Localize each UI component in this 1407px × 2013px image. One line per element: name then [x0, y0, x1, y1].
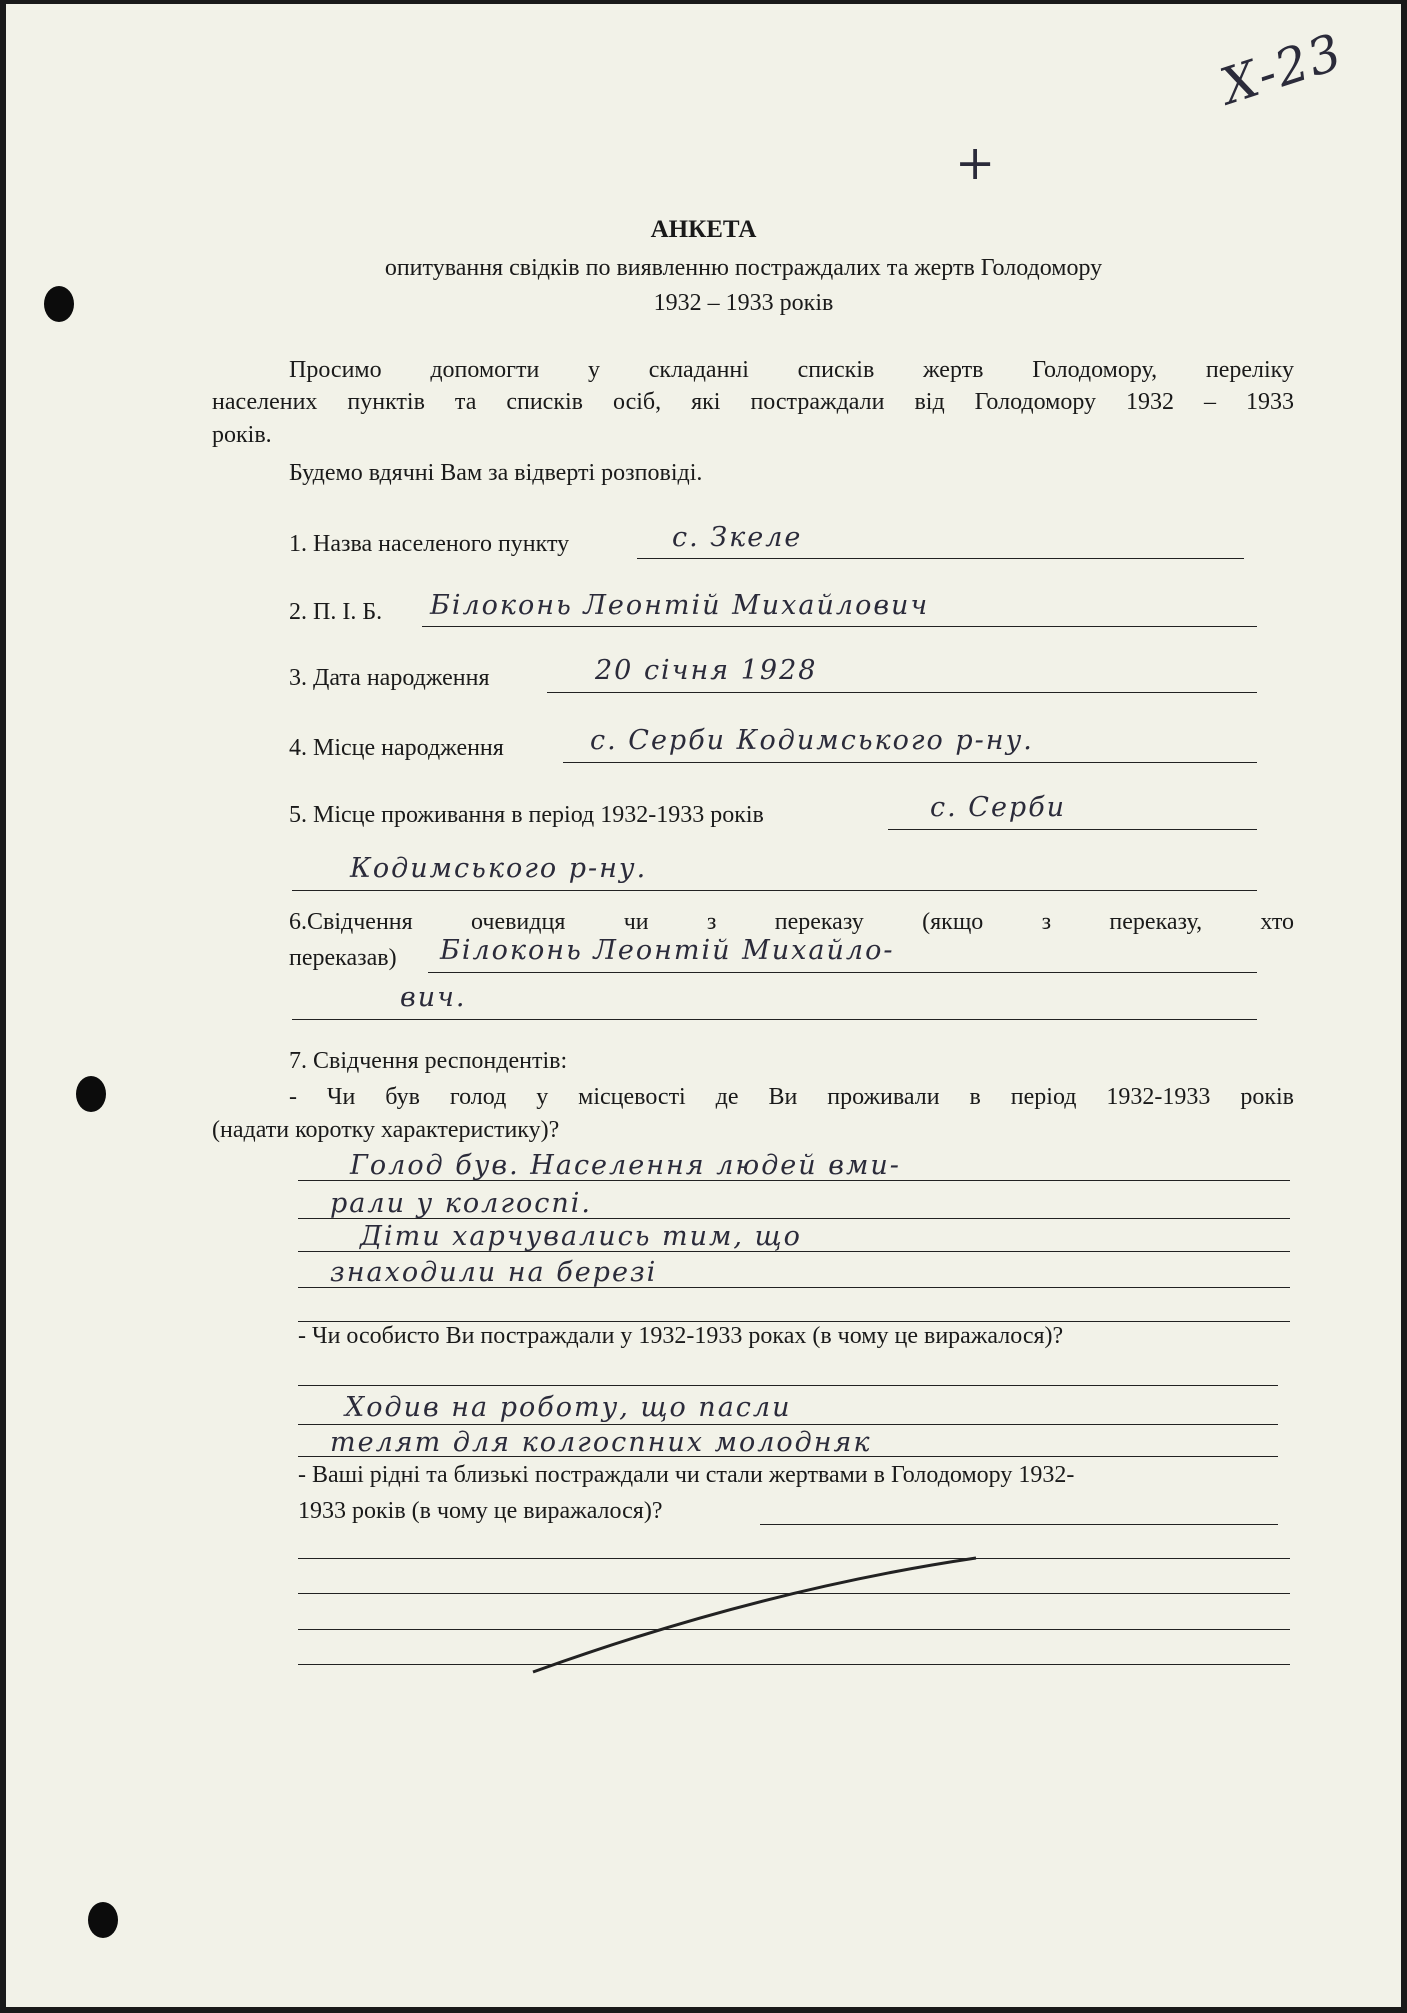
testimony-source-value: вич.	[400, 982, 467, 1013]
field-label-testimony: 6.Свідчення очевидця чи з переказу (якщо з переказу, хто	[289, 909, 1294, 935]
birthdate-value: 20 січня 1928	[595, 655, 818, 686]
field-label-testimony: переказав)	[289, 945, 397, 971]
answer-famine: знаходили на березі	[330, 1257, 658, 1288]
thanks-text: Будемо вдячні Вам за відверті розповіді.	[289, 460, 703, 486]
field-label-birthplace: 4. Місце народження	[289, 735, 504, 761]
intro-text: населених пунктів та списків осіб, які постраждали від Голодомору 1932 – 1933	[212, 389, 1294, 415]
answer-famine: рали у колгоспі.	[330, 1188, 592, 1219]
question-relatives: - Ваші рідні та близькі постраждали чи стали жертвами в Голодомору 1932-	[298, 1462, 1075, 1488]
question-personal: - Чи особисто Ви постраждали у 1932-1933 роках (в чому це виражалося)?	[298, 1323, 1064, 1349]
document-subtitle-years: 1932 – 1933 років	[653, 290, 834, 316]
question-famine: - Чи був голод у місцевості де Ви проживали в період 1932-1933 років	[289, 1084, 1294, 1110]
field-label-birthdate: 3. Дата народження	[289, 665, 490, 691]
intro-text: років.	[212, 422, 272, 448]
testimony-source-value: Білоконь Леонтій Михайло-	[440, 935, 895, 966]
field-label-residence: 5. Місце проживання в період 1932-1933 років	[289, 802, 764, 828]
field-label-settlement: 1. Назва населеного пункту	[289, 531, 570, 557]
document-subtitle: опитування свідків по виявленню постраждалих та жертв Голодомору	[384, 255, 1103, 281]
settlement-value: с. Зкеле	[672, 522, 803, 553]
residence-value: Кодимського р-ну.	[350, 853, 648, 884]
name-value: Білоконь Леонтій Михайлович	[430, 590, 930, 621]
answer-personal: телят для колгоспних молодняк	[330, 1427, 872, 1458]
residence-value: с. Серби	[930, 792, 1067, 823]
answer-famine: Діти харчувались тим, що	[360, 1221, 802, 1252]
answer-personal: Ходив на роботу, що пасли	[345, 1392, 792, 1423]
document-title: АНКЕТА	[650, 216, 757, 243]
cross-mark: +	[955, 135, 998, 191]
section-heading: 7. Свідчення респондентів:	[289, 1048, 568, 1074]
archive-number-mark: Х-23	[1214, 22, 1351, 116]
question-relatives: 1933 років (в чому це виражалося)?	[298, 1498, 663, 1524]
answer-famine: Голод був. Населення людей вми-	[350, 1150, 901, 1181]
birthplace-value: с. Серби Кодимського р-ну.	[590, 725, 1034, 756]
question-famine: (надати коротку характеристику)?	[212, 1117, 560, 1143]
field-label-name: 2. П. І. Б.	[289, 599, 383, 625]
intro-text: Просимо допомогти у складанні списків жертв Голодомору, переліку	[289, 357, 1294, 383]
